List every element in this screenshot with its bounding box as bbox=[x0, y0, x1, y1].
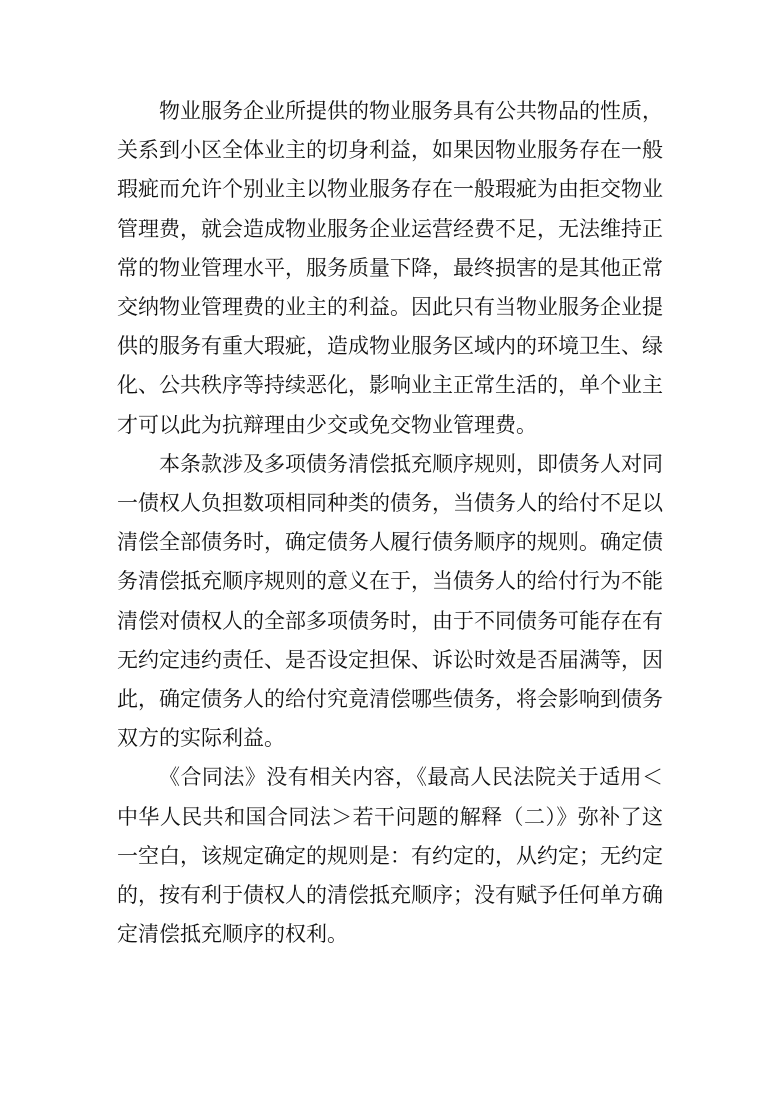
paragraph-property-service: 物业服务企业所提供的物业服务具有公共物品的性质，关系到小区全体业主的切身利益，如果因物业服务存在一般瑕疵而允许个别业主以物业服务存在一般瑕疵为由拒交物业管理费，就会造成物业服务企业运营经费不足，无法维持正常的物业管理水平，服务质量下降，最终损害的是其他正常交纳物业管理费的业主的利益。因此只有当物业服务企业提供的服务有重大瑕疵，造成物业服务区域内的环境卫生、绿化、公共秩序等持续恶化，影响业主正常生活的，单个业主才可以此为抗辩理由少交或免交物业管理费。 bbox=[117, 99, 663, 437]
paragraph-debt-order-rule: 本条款涉及多项债务清偿抵充顺序规则，即债务人对同一债权人负担数项相同种类的债务，当债务人的给付不足以清偿全部债务时，确定债务人履行债务顺序的规则。确定债务清偿抵充顺序规则的意义在于，当债务人的给付行为不能清偿对债权人的全部多项债务时，由于不同债务可能存在有无约定违约责任、是否设定担保、诉讼时效是否届满等，因此，确定债务人的给付究竟清偿哪些债务，将会影响到债务双方的实际利益。 bbox=[117, 451, 663, 751]
document-body bbox=[117, 92, 663, 954]
paragraph-contract-law: 《合同法》没有相关内容，《最高人民法院关于适用＜中华人民共和国合同法＞若干问题的解释（二）》弥补了这一空白，该规定确定的规则是：有约定的，从约定；无约定的，按有利于债权人的清偿抵充顺序；没有赋予任何单方确定清偿抵充顺序的权利。 bbox=[117, 765, 663, 947]
